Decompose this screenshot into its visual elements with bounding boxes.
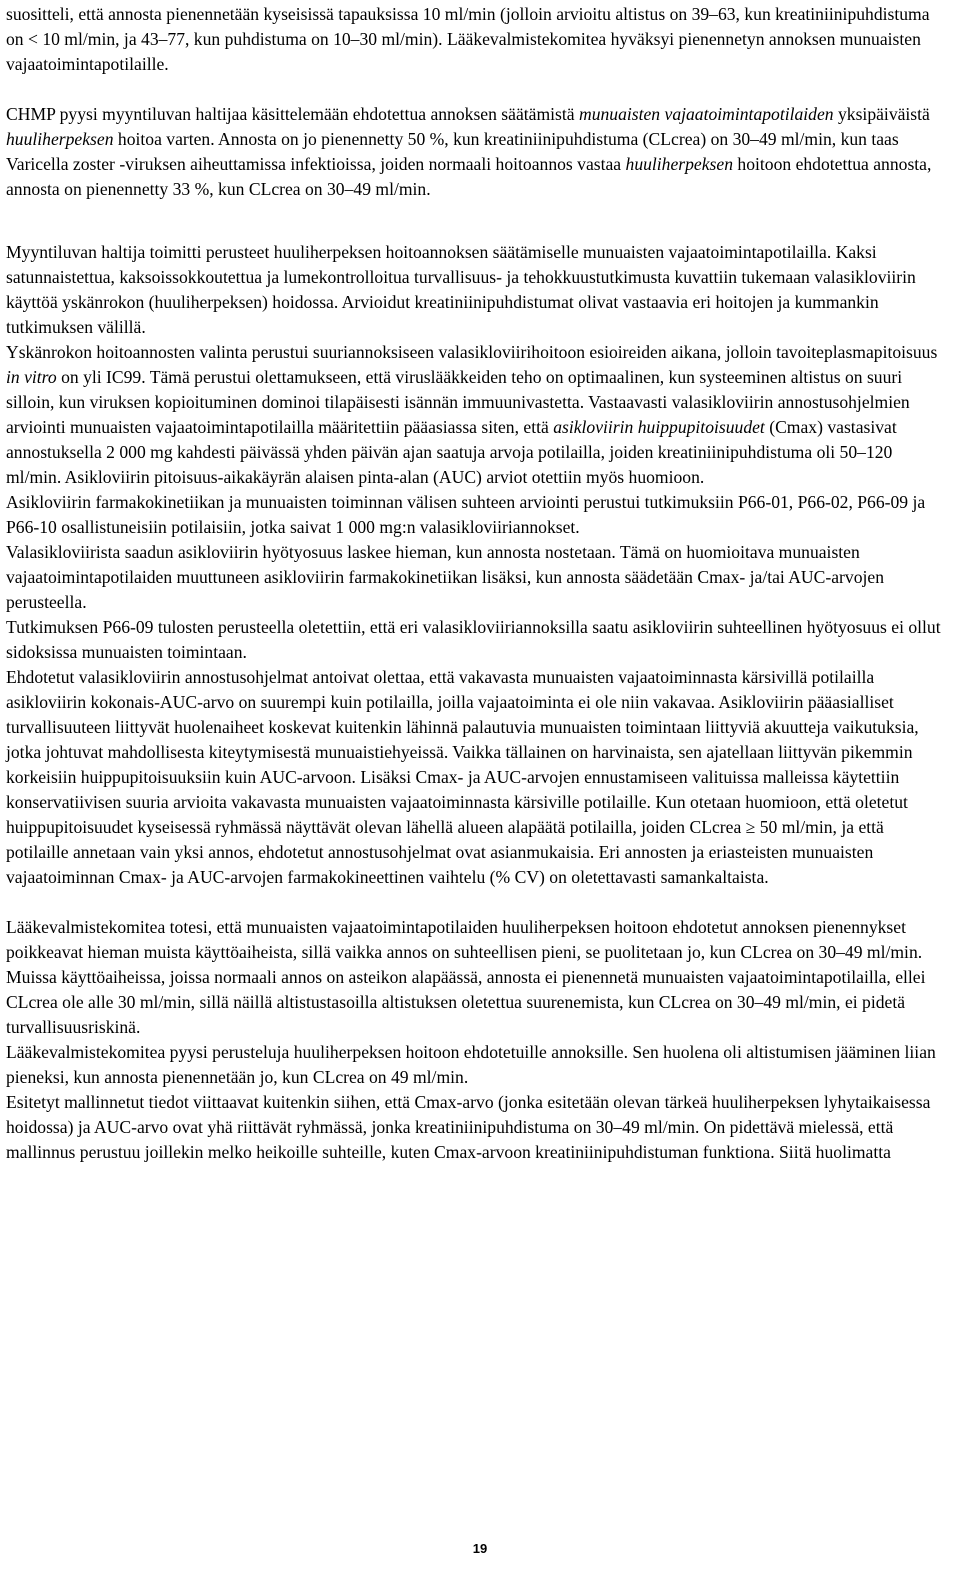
paragraph-11 xyxy=(6,1090,950,1165)
paragraph-3 xyxy=(6,240,950,340)
italic-run: huuliherpeksen xyxy=(6,129,114,149)
text-run: Lääkevalmistekomitea totesi, että munuaisten vajaatoimintapotilaiden huuliherpeksen hoitoon ehdotetut annoksen pienennykset poikkeavat hieman muista käyttöaiheista, sillä vaikka annos on suhteellisen pieni, se puolitetaan jo, kun CLcrea on 30–49 ml/min. Muissa käyttöaiheissa, joissa normaali annos on asteikon alapäässä, annosta ei pienennetä munuaisten vajaatoimintapotilailla, ellei CLcrea ole alle 30 ml/min, sillä näillä altistustasoilla altistuksen oletettua suurenemista, kun CLcrea on 30–49 ml/min, ei pidetä turvallisuusriskinä. xyxy=(6,917,926,1037)
text-run: hoitoon ehdotettua annosta, annosta on pienennetty 33 %, kun CLcrea on 30–49 ml/min. xyxy=(6,154,932,199)
paragraph-7 xyxy=(6,615,950,665)
text-run: Lääkevalmistekomitea pyysi perusteluja huuliherpeksen hoitoon ehdotetuille annoksille. Sen huolena oli altistumisen jääminen liian pieneksi, kun annosta pienennetään jo, kun CLcrea on 49 ml/min. xyxy=(6,1042,936,1087)
text-run: Asikloviirin farmakokinetiikan ja munuaisten toiminnan välisen suhteen arviointi perustui tutkimuksiin P66-01, P66-02, P66-09 ja P66-10 osallistuneisiin potilaisiin, jotka saivat 1 000 mg:n valasikloviiriannokset. xyxy=(6,492,926,537)
paragraph-5 xyxy=(6,490,950,540)
text-run: Valasikloviirista saadun asikloviirin hyötyosuus laskee hieman, kun annosta nostetaan. Tämä on huomioitava munuaisten vajaatoimintapotilaiden muuttuneen asikloviirin farmakokinetiikan lisäksi, kun annosta säädetään Cmax- ja/tai AUC-arvojen perusteella. xyxy=(6,542,884,612)
text-run: yksipäiväistä xyxy=(833,104,930,124)
paragraph-2 xyxy=(6,102,950,202)
text-run: suositteli, että annosta pienennetään kyseisissä tapauksissa 10 ml/min (jolloin arvioitu altistus on 39–63, kun kreatiniinipuhdistuma on < 10 ml/min, ja 43–77, kun puhdistuma on 10–30 ml/min). Lääkevalmistekomitea hyväksyi pienennetyn annoksen munuaisten vajaatoimintapotilaille. xyxy=(6,4,930,74)
text-run: Yskänrokon hoitoannosten valinta perustui suuriannoksiseen valasikloviirihoitoon esioireiden aikana, jolloin tavoiteplasmapitoisuus xyxy=(6,342,938,362)
italic-run: asikloviirin huippupitoisuudet xyxy=(553,417,765,437)
paragraph-8 xyxy=(6,665,950,890)
text-run: Tutkimuksen P66-09 tulosten perusteella oletettiin, että eri valasikloviiriannoksilla saatu asikloviirin suhteellinen hyötyosuus ei ollut sidoksissa munuaisten toimintaan. xyxy=(6,617,941,662)
text-run: Esitetyt mallinnetut tiedot viittaavat kuitenkin siihen, että Cmax-arvo (jonka esitetään olevan tärkeä huuliherpeksen lyhytaikaisessa hoidossa) ja AUC-arvo ovat yhä riittävät ryhmässä, jonka kreatiniinipuhdistuma on 30–49 ml/min. On pidettävä mielessä, että mallinnus perustuu joillekin melko heikoille suhteille, kuten Cmax-arvoon kreatiniinipuhdistuman funktiona. Siitä huolimatta xyxy=(6,1092,931,1162)
text-run: (Cmax) vastasivat annostuksella 2 000 mg kahdesti päivässä yhden päivän ajan saatuja arvoja potilailla, joiden kreatiniinipuhdistuma oli 50–120 ml/min. Asikloviirin pitoisuus-aikakäyrän alaisen pinta-alan (AUC) arviot otettiin myös huomioon. xyxy=(6,417,897,487)
paragraph-10 xyxy=(6,1040,950,1090)
paragraph-1 xyxy=(6,2,950,77)
paragraph-9 xyxy=(6,915,950,1040)
paragraph-6 xyxy=(6,540,950,615)
text-run: on yli IC99. Tämä perustui olettamukseen, että viruslääkkeiden teho on optimaalinen, kun systeeminen altistus on suuri silloin, kun viruksen kopioituminen dominoi tilapäisesti isännän immuunivastetta. Vastaavasti valasikloviirin annostusohjelmien arviointi munuaisten vajaatoimintapotilailla määritettiin pääasiassa siten, että xyxy=(6,367,910,437)
text-run: hoitoa varten. Annosta on jo pienennetty 50 %, kun kreatiniinipuhdistuma (CLcrea) on 30–49 ml/min, kun taas Varicella zoster -viruksen aiheuttamissa infektioissa, joiden normaali hoitoannos vastaa xyxy=(6,129,899,174)
text-run: Myyntiluvan haltija toimitti perusteet huuliherpeksen hoitoannoksen säätämiselle munuaisten vajaatoimintapotilailla. Kaksi satunnaistettua, kaksoissokkoutettua ja lumekontrolloitua turvallisuus- ja tehokkuustutkimusta kuvattiin tukemaan valasikloviirin käyttöä yskänrokon (huuliherpeksen) hoidossa. Arvioidut kreatiniinipuhdistumat olivat vastaavia eri hoitojen ja kummankin tutkimuksen välillä. xyxy=(6,242,916,337)
body-text xyxy=(6,2,950,1165)
text-run: Ehdotetut valasikloviirin annostusohjelmat antoivat olettaa, että vakavasta munuaisten vajaatoiminnasta kärsivillä potilailla asikloviirin kokonais-AUC-arvo on suurempi kuin potilailla, joilla vajaatoiminta ei ole niin vakavaa. Asikloviirin pääasialliset turvallisuuteen liittyvät huolenaiheet koskevat kuitenkin lähinnä palautuvia munuaisten toimintaan liittyviä akuutteja vaikutuksia, jotka johtuvat mahdollisesta kiteytymisestä munuaistiehyeissä. Vaikka tällainen on harvinaista, sen ajatellaan liittyvän pikemmin korkeisiin huippupitoisuuksiin kuin AUC-arvoon. Lisäksi Cmax- ja AUC-arvojen ennustamiseen valituissa malleissa käytettiin konservatiivisen suuria arvioita vakavasta munuaisten vajaatoiminnasta kärsiville potilaille. Kun otetaan huomioon, että oletetut huippupitoisuudet kyseisessä ryhmässä näyttävät olevan lähellä alueen alapäätä potilailla, joiden CLcrea ≥ 50 ml/min, ja että potilaille annetaan vain yksi annos, ehdotetut annostusohjelmat ovat asianmukaisia. Eri annosten ja eriasteisten munuaisten vajaatoiminnan Cmax- ja AUC-arvojen farmakokineettinen vaihtelu (% CV) on oletettavasti samankaltaista. xyxy=(6,667,919,887)
paragraph-4 xyxy=(6,340,950,490)
page-number: 19 xyxy=(472,1541,488,1556)
italic-run: huuliherpeksen xyxy=(625,154,734,174)
italic-run: munuaisten vajaatoimintapotilaiden xyxy=(578,104,834,124)
italic-run: in vitro xyxy=(6,367,57,387)
text-run: CHMP pyysi myyntiluvan haltijaa käsittelemään ehdotettua annoksen säätämistä xyxy=(6,104,579,124)
